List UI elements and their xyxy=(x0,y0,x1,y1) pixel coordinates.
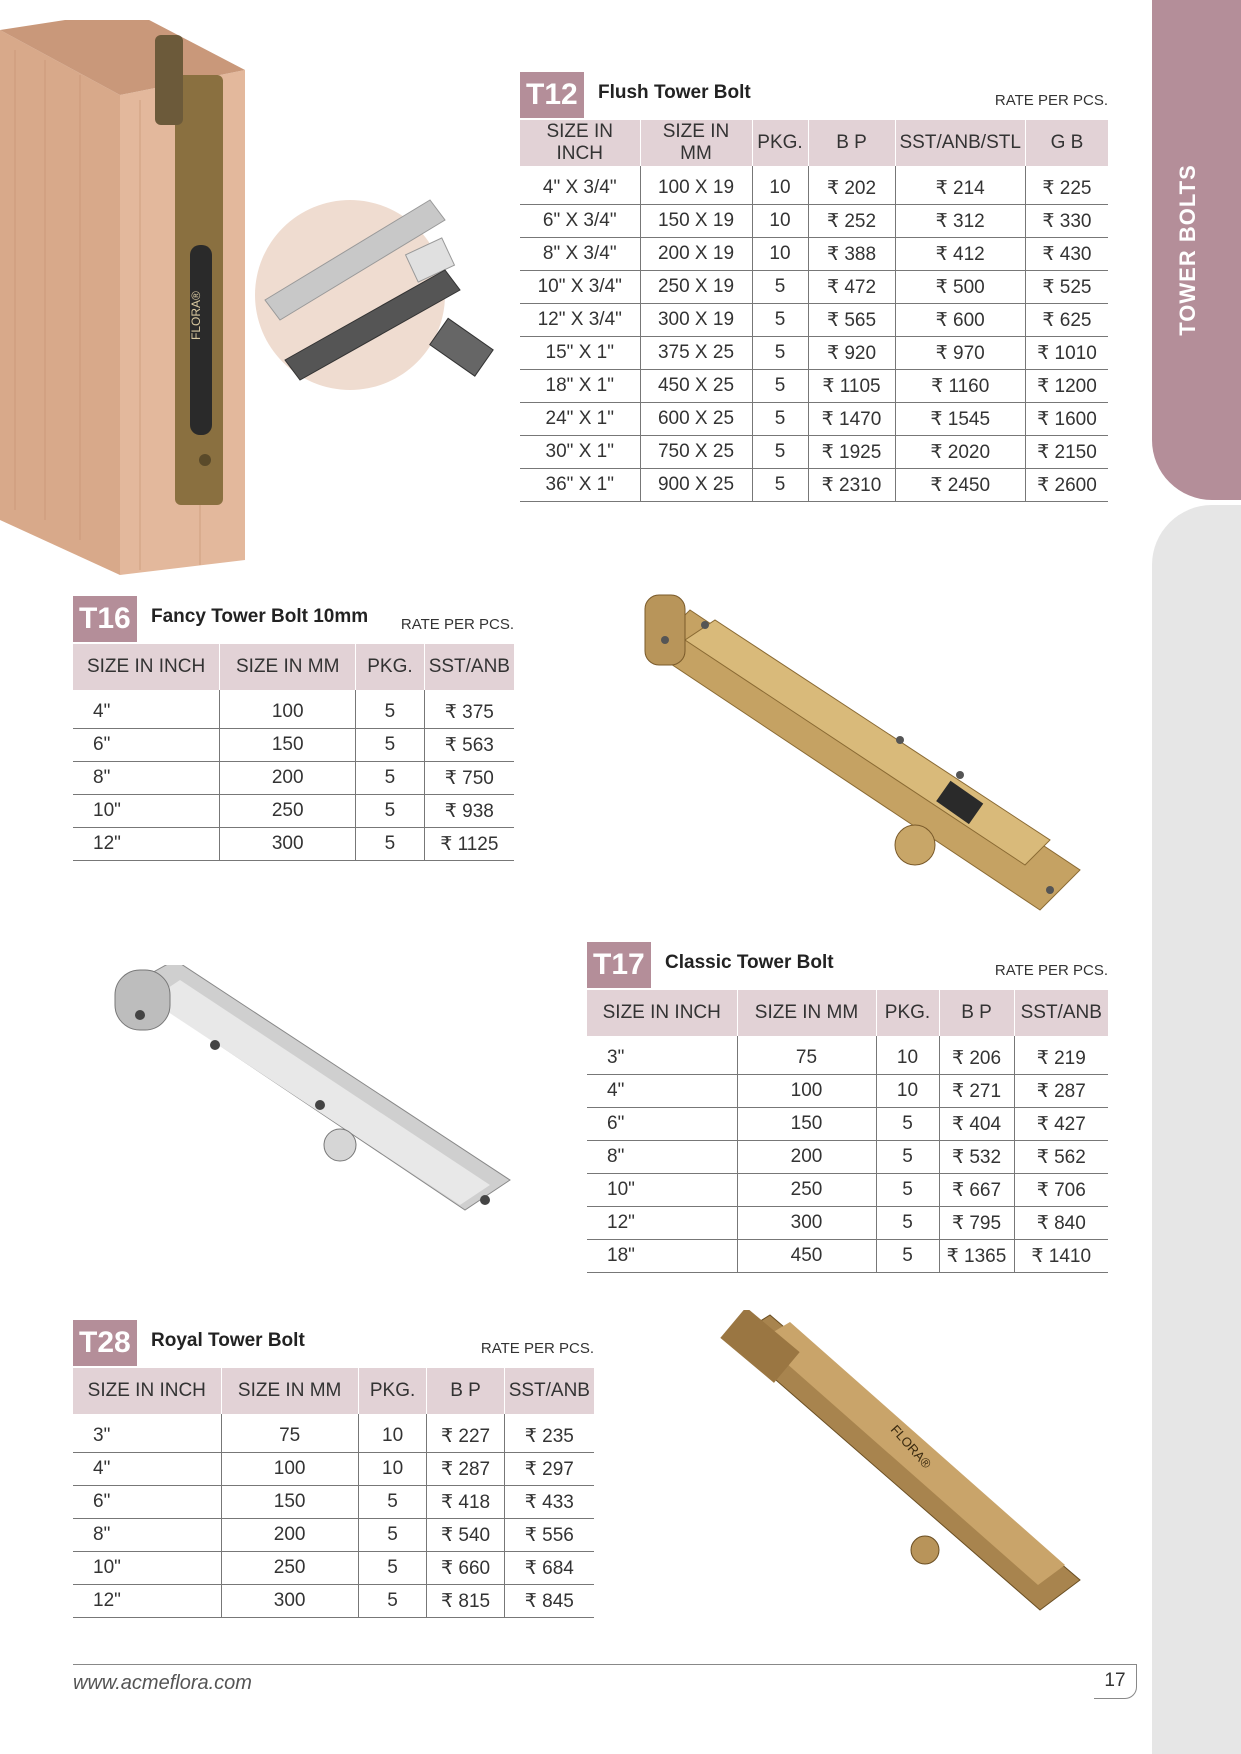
product-title: Royal Tower Bolt xyxy=(151,1330,305,1351)
col-header: PKG. xyxy=(752,120,808,166)
table-cell: 5 xyxy=(752,271,808,304)
royal-flora-mark-text: FLORA® xyxy=(887,1421,935,1472)
table-cell: ₹ 1105 xyxy=(808,370,895,403)
table-cell: 5 xyxy=(876,1207,939,1240)
table-cell: 250 xyxy=(220,795,356,828)
table-cell: 5 xyxy=(356,795,425,828)
table-row xyxy=(587,1174,1108,1207)
table-row xyxy=(520,370,1108,403)
table-cell: ₹ 500 xyxy=(895,271,1025,304)
size-inch-cell: 3" xyxy=(73,1414,221,1453)
table-cell: ₹ 1410 xyxy=(1014,1240,1108,1273)
table-row xyxy=(73,828,514,861)
table-cell: ₹ 2150 xyxy=(1025,436,1108,469)
table-cell: ₹ 1600 xyxy=(1025,403,1108,436)
table-cell: ₹ 330 xyxy=(1025,205,1108,238)
table-row xyxy=(587,1207,1108,1240)
table-cell: ₹ 1125 xyxy=(424,828,514,861)
table-cell: 10 xyxy=(752,166,808,205)
table-cell: 10 xyxy=(876,1075,939,1108)
table-cell: ₹ 287 xyxy=(427,1453,504,1486)
classic-tower-bolt-image xyxy=(110,965,520,1255)
table-row xyxy=(587,1108,1108,1141)
table-cell: 300 xyxy=(737,1207,876,1240)
size-inch-cell: 18" X 1" xyxy=(520,370,640,403)
size-inch-cell: 6" xyxy=(73,1486,221,1519)
table-cell: 5 xyxy=(752,436,808,469)
table-cell: ₹ 1470 xyxy=(808,403,895,436)
table-cell: ₹ 1010 xyxy=(1025,337,1108,370)
size-inch-cell: 10" xyxy=(587,1174,737,1207)
table-cell: 900 X 25 xyxy=(640,469,752,502)
table-cell: ₹ 840 xyxy=(1014,1207,1108,1240)
table-cell: ₹ 1925 xyxy=(808,436,895,469)
flora-mark-text: FLORA® xyxy=(189,291,203,340)
table-cell: 100 X 19 xyxy=(640,166,752,205)
col-header: SIZE IN INCH xyxy=(520,120,640,166)
table-cell: ₹ 750 xyxy=(424,762,514,795)
table-row xyxy=(520,337,1108,370)
table-cell: 10 xyxy=(358,1453,427,1486)
rate-label: RATE PER PCS. xyxy=(400,616,514,633)
size-inch-cell: 15" X 1" xyxy=(520,337,640,370)
table-cell: ₹ 388 xyxy=(808,238,895,271)
table-cell: ₹ 920 xyxy=(808,337,895,370)
price-table-t28 xyxy=(73,1368,594,1618)
table-cell: 200 xyxy=(220,762,356,795)
table-cell: 5 xyxy=(876,1240,939,1273)
sidebar-tab-inactive[interactable] xyxy=(1152,505,1241,1754)
table-row xyxy=(520,403,1108,436)
size-inch-cell: 10" X 3/4" xyxy=(520,271,640,304)
col-header: SST/ANB xyxy=(1014,990,1108,1036)
table-cell: 100 xyxy=(737,1075,876,1108)
table-cell: ₹ 600 xyxy=(895,304,1025,337)
table-cell: ₹ 556 xyxy=(504,1519,594,1552)
table-cell: 100 xyxy=(221,1453,358,1486)
table-cell: 150 xyxy=(220,729,356,762)
section-t28 xyxy=(73,1320,594,1618)
table-cell: ₹ 970 xyxy=(895,337,1025,370)
size-inch-cell: 10" xyxy=(73,1552,221,1585)
table-row xyxy=(520,166,1108,205)
table-cell: ₹ 1545 xyxy=(895,403,1025,436)
size-inch-cell: 8" xyxy=(73,1519,221,1552)
table-cell: ₹ 540 xyxy=(427,1519,504,1552)
table-cell: ₹ 202 xyxy=(808,166,895,205)
table-cell: 10 xyxy=(358,1414,427,1453)
table-row xyxy=(520,271,1108,304)
col-header: SST/ANB xyxy=(424,644,514,690)
col-header: SST/ANB/STL xyxy=(895,120,1025,166)
table-cell: 5 xyxy=(752,337,808,370)
col-header: B P xyxy=(427,1368,504,1414)
table-cell: ₹ 206 xyxy=(939,1036,1014,1075)
table-cell: ₹ 271 xyxy=(939,1075,1014,1108)
rate-label: RATE PER PCS. xyxy=(994,92,1108,109)
table-cell: ₹ 433 xyxy=(504,1486,594,1519)
table-cell: ₹ 660 xyxy=(427,1552,504,1585)
col-header: SIZE IN INCH xyxy=(587,990,737,1036)
table-cell: ₹ 1160 xyxy=(895,370,1025,403)
table-cell: ₹ 565 xyxy=(808,304,895,337)
table-cell: 5 xyxy=(356,729,425,762)
size-inch-cell: 4" X 3/4" xyxy=(520,166,640,205)
size-inch-cell: 30" X 1" xyxy=(520,436,640,469)
section-t16 xyxy=(73,596,514,861)
table-cell: 450 X 25 xyxy=(640,370,752,403)
table-row xyxy=(587,1036,1108,1075)
flush-tower-bolt-inset-image xyxy=(255,190,515,420)
section-t17 xyxy=(587,942,1108,1273)
table-row xyxy=(587,1141,1108,1174)
table-cell: ₹ 287 xyxy=(1014,1075,1108,1108)
col-header: B P xyxy=(808,120,895,166)
table-cell: 75 xyxy=(221,1414,358,1453)
size-inch-cell: 18" xyxy=(587,1240,737,1273)
table-cell: ₹ 845 xyxy=(504,1585,594,1618)
size-inch-cell: 3" xyxy=(587,1036,737,1075)
col-header: PKG. xyxy=(356,644,425,690)
table-cell: 150 xyxy=(221,1486,358,1519)
royal-tower-bolt-image xyxy=(720,1310,1090,1630)
table-cell: ₹ 375 xyxy=(424,690,514,729)
table-cell: 200 xyxy=(737,1141,876,1174)
col-header: PKG. xyxy=(876,990,939,1036)
table-cell: 10 xyxy=(876,1036,939,1075)
col-header: PKG. xyxy=(358,1368,427,1414)
table-cell: 5 xyxy=(356,828,425,861)
table-cell: ₹ 214 xyxy=(895,166,1025,205)
price-table-t17 xyxy=(587,990,1108,1273)
table-cell: ₹ 472 xyxy=(808,271,895,304)
rate-label: RATE PER PCS. xyxy=(994,962,1108,979)
table-cell: 150 xyxy=(737,1108,876,1141)
col-header: G B xyxy=(1025,120,1108,166)
table-cell: 200 xyxy=(221,1519,358,1552)
table-cell: ₹ 815 xyxy=(427,1585,504,1618)
table-row xyxy=(587,1075,1108,1108)
section-t12 xyxy=(520,72,1108,502)
table-cell: ₹ 532 xyxy=(939,1141,1014,1174)
product-title: Fancy Tower Bolt 10mm xyxy=(151,606,369,627)
table-cell: 5 xyxy=(876,1174,939,1207)
table-cell: 250 xyxy=(737,1174,876,1207)
table-cell: ₹ 1200 xyxy=(1025,370,1108,403)
price-table-t12 xyxy=(520,120,1108,502)
table-cell: 300 X 19 xyxy=(640,304,752,337)
page-number: 17 xyxy=(1094,1664,1137,1699)
size-inch-cell: 6" X 3/4" xyxy=(520,205,640,238)
table-cell: ₹ 938 xyxy=(424,795,514,828)
footer-divider xyxy=(73,1664,1137,1665)
size-inch-cell: 36" X 1" xyxy=(520,469,640,502)
size-inch-cell: 4" xyxy=(587,1075,737,1108)
table-row xyxy=(520,436,1108,469)
size-inch-cell: 12" X 3/4" xyxy=(520,304,640,337)
table-cell: ₹ 525 xyxy=(1025,271,1108,304)
table-cell: ₹ 418 xyxy=(427,1486,504,1519)
table-cell: 10 xyxy=(752,238,808,271)
table-row xyxy=(73,795,514,828)
size-inch-cell: 8" X 3/4" xyxy=(520,238,640,271)
table-cell: 300 xyxy=(221,1585,358,1618)
table-row xyxy=(73,690,514,729)
table-cell: ₹ 667 xyxy=(939,1174,1014,1207)
footer-url[interactable]: www.acmeflora.com xyxy=(73,1672,252,1694)
table-cell: 5 xyxy=(876,1108,939,1141)
table-cell: ₹ 2600 xyxy=(1025,469,1108,502)
table-cell: ₹ 312 xyxy=(895,205,1025,238)
table-cell: ₹ 2310 xyxy=(808,469,895,502)
table-cell: 375 X 25 xyxy=(640,337,752,370)
table-cell: ₹ 2450 xyxy=(895,469,1025,502)
size-inch-cell: 10" xyxy=(73,795,220,828)
table-row xyxy=(73,1453,594,1486)
table-cell: ₹ 219 xyxy=(1014,1036,1108,1075)
table-cell: ₹ 1365 xyxy=(939,1240,1014,1273)
product-code: T28 xyxy=(73,1320,137,1366)
col-header: SIZE IN INCH xyxy=(73,644,220,690)
size-inch-cell: 8" xyxy=(73,762,220,795)
size-inch-cell: 8" xyxy=(587,1141,737,1174)
table-cell: 250 xyxy=(221,1552,358,1585)
table-row xyxy=(520,205,1108,238)
table-cell: 5 xyxy=(356,762,425,795)
table-cell: 450 xyxy=(737,1240,876,1273)
table-cell: 150 X 19 xyxy=(640,205,752,238)
table-cell: 5 xyxy=(752,469,808,502)
table-cell: ₹ 563 xyxy=(424,729,514,762)
table-cell: ₹ 625 xyxy=(1025,304,1108,337)
table-cell: 5 xyxy=(356,690,425,729)
table-cell: 250 X 19 xyxy=(640,271,752,304)
table-cell: ₹ 404 xyxy=(939,1108,1014,1141)
col-header: SIZE IN MM xyxy=(640,120,752,166)
table-cell: 100 xyxy=(220,690,356,729)
table-cell: ₹ 297 xyxy=(504,1453,594,1486)
table-cell: 5 xyxy=(358,1519,427,1552)
table-row xyxy=(587,1240,1108,1273)
col-header: SST/ANB xyxy=(504,1368,594,1414)
table-cell: 5 xyxy=(876,1141,939,1174)
col-header: SIZE IN MM xyxy=(220,644,356,690)
table-cell: 5 xyxy=(752,304,808,337)
table-cell: ₹ 252 xyxy=(808,205,895,238)
size-inch-cell: 24" X 1" xyxy=(520,403,640,436)
table-cell: 5 xyxy=(752,370,808,403)
table-row xyxy=(73,1552,594,1585)
table-cell: ₹ 235 xyxy=(504,1414,594,1453)
table-row xyxy=(73,1585,594,1618)
product-code: T12 xyxy=(520,72,584,118)
table-cell: ₹ 706 xyxy=(1014,1174,1108,1207)
table-row xyxy=(520,238,1108,271)
table-cell: 5 xyxy=(752,403,808,436)
col-header: SIZE IN MM xyxy=(737,990,876,1036)
product-title: Flush Tower Bolt xyxy=(598,82,751,103)
product-code: T17 xyxy=(587,942,651,988)
table-cell: 5 xyxy=(358,1552,427,1585)
price-table-t16 xyxy=(73,644,514,861)
size-inch-cell: 6" xyxy=(587,1108,737,1141)
size-inch-cell: 12" xyxy=(73,828,220,861)
table-cell: ₹ 225 xyxy=(1025,166,1108,205)
table-cell: ₹ 430 xyxy=(1025,238,1108,271)
product-title: Classic Tower Bolt xyxy=(665,952,834,973)
sidebar-label: TOWER BOLTS xyxy=(1175,164,1200,336)
col-header: SIZE IN MM xyxy=(221,1368,358,1414)
col-header: B P xyxy=(939,990,1014,1036)
table-cell: ₹ 795 xyxy=(939,1207,1014,1240)
table-cell: ₹ 412 xyxy=(895,238,1025,271)
table-cell: ₹ 227 xyxy=(427,1414,504,1453)
fancy-tower-bolt-image xyxy=(630,590,1090,930)
size-inch-cell: 12" xyxy=(73,1585,221,1618)
table-cell: ₹ 562 xyxy=(1014,1141,1108,1174)
table-row xyxy=(73,762,514,795)
table-cell: 750 X 25 xyxy=(640,436,752,469)
table-row xyxy=(520,469,1108,502)
table-cell: 200 X 19 xyxy=(640,238,752,271)
size-inch-cell: 6" xyxy=(73,729,220,762)
product-code: T16 xyxy=(73,596,137,642)
table-cell: ₹ 427 xyxy=(1014,1108,1108,1141)
size-inch-cell: 4" xyxy=(73,1453,221,1486)
table-cell: ₹ 2020 xyxy=(895,436,1025,469)
table-cell: 300 xyxy=(220,828,356,861)
size-inch-cell: 4" xyxy=(73,690,220,729)
rate-label: RATE PER PCS. xyxy=(480,1340,594,1357)
table-row xyxy=(73,1414,594,1453)
table-cell: ₹ 684 xyxy=(504,1552,594,1585)
flush-tower-bolt-door-image xyxy=(0,20,260,580)
size-inch-cell: 12" xyxy=(587,1207,737,1240)
col-header: SIZE IN INCH xyxy=(73,1368,221,1414)
table-row xyxy=(73,1519,594,1552)
table-cell: 600 X 25 xyxy=(640,403,752,436)
table-cell: 5 xyxy=(358,1585,427,1618)
table-cell: 10 xyxy=(752,205,808,238)
table-row xyxy=(73,1486,594,1519)
table-cell: 5 xyxy=(358,1486,427,1519)
table-row xyxy=(73,729,514,762)
table-cell: 75 xyxy=(737,1036,876,1075)
table-row xyxy=(520,304,1108,337)
